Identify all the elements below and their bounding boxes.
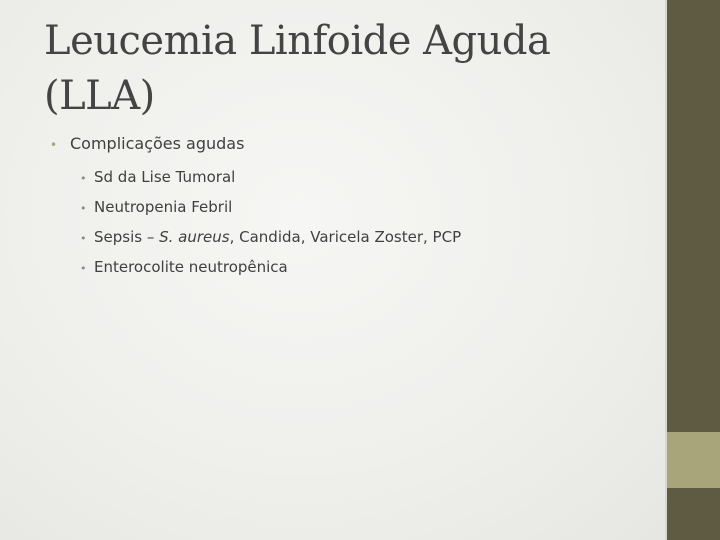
slide-body xyxy=(50,132,650,283)
bullet-main-text: Complicações agudas xyxy=(70,134,245,153)
decorative-accent-block xyxy=(667,432,720,488)
sub-bullet-icon: • xyxy=(80,172,87,185)
sepsis-suffix: , Candida, Varicela Zoster, PCP xyxy=(229,228,462,246)
title-line-1: Leucemia Linfoide Aguda xyxy=(44,18,551,64)
sub-bullet-item xyxy=(80,193,650,223)
sepsis-organism: S. aureus xyxy=(159,228,230,246)
sub-bullet-list xyxy=(80,163,650,283)
sub-bullet-icon: • xyxy=(80,202,87,215)
bullet-main xyxy=(50,132,650,157)
sub-bullet-icon: • xyxy=(80,232,87,245)
bullet-icon: • xyxy=(50,138,58,152)
sub-bullet-text: Sd da Lise Tumoral xyxy=(94,168,236,186)
slide-title xyxy=(44,14,644,124)
sub-bullet-item xyxy=(80,253,650,283)
sepsis-prefix: Sepsis – xyxy=(94,228,160,246)
sub-bullet-icon: • xyxy=(80,262,87,275)
title-line-2: (LLA) xyxy=(44,73,155,119)
sub-bullet-item xyxy=(80,223,650,253)
sub-bullet-text: Neutropenia Febril xyxy=(94,198,233,216)
sub-bullet-text xyxy=(94,223,461,252)
sub-bullet-text: Enterocolite neutropênica xyxy=(94,258,288,276)
sub-bullet-item xyxy=(80,163,650,193)
